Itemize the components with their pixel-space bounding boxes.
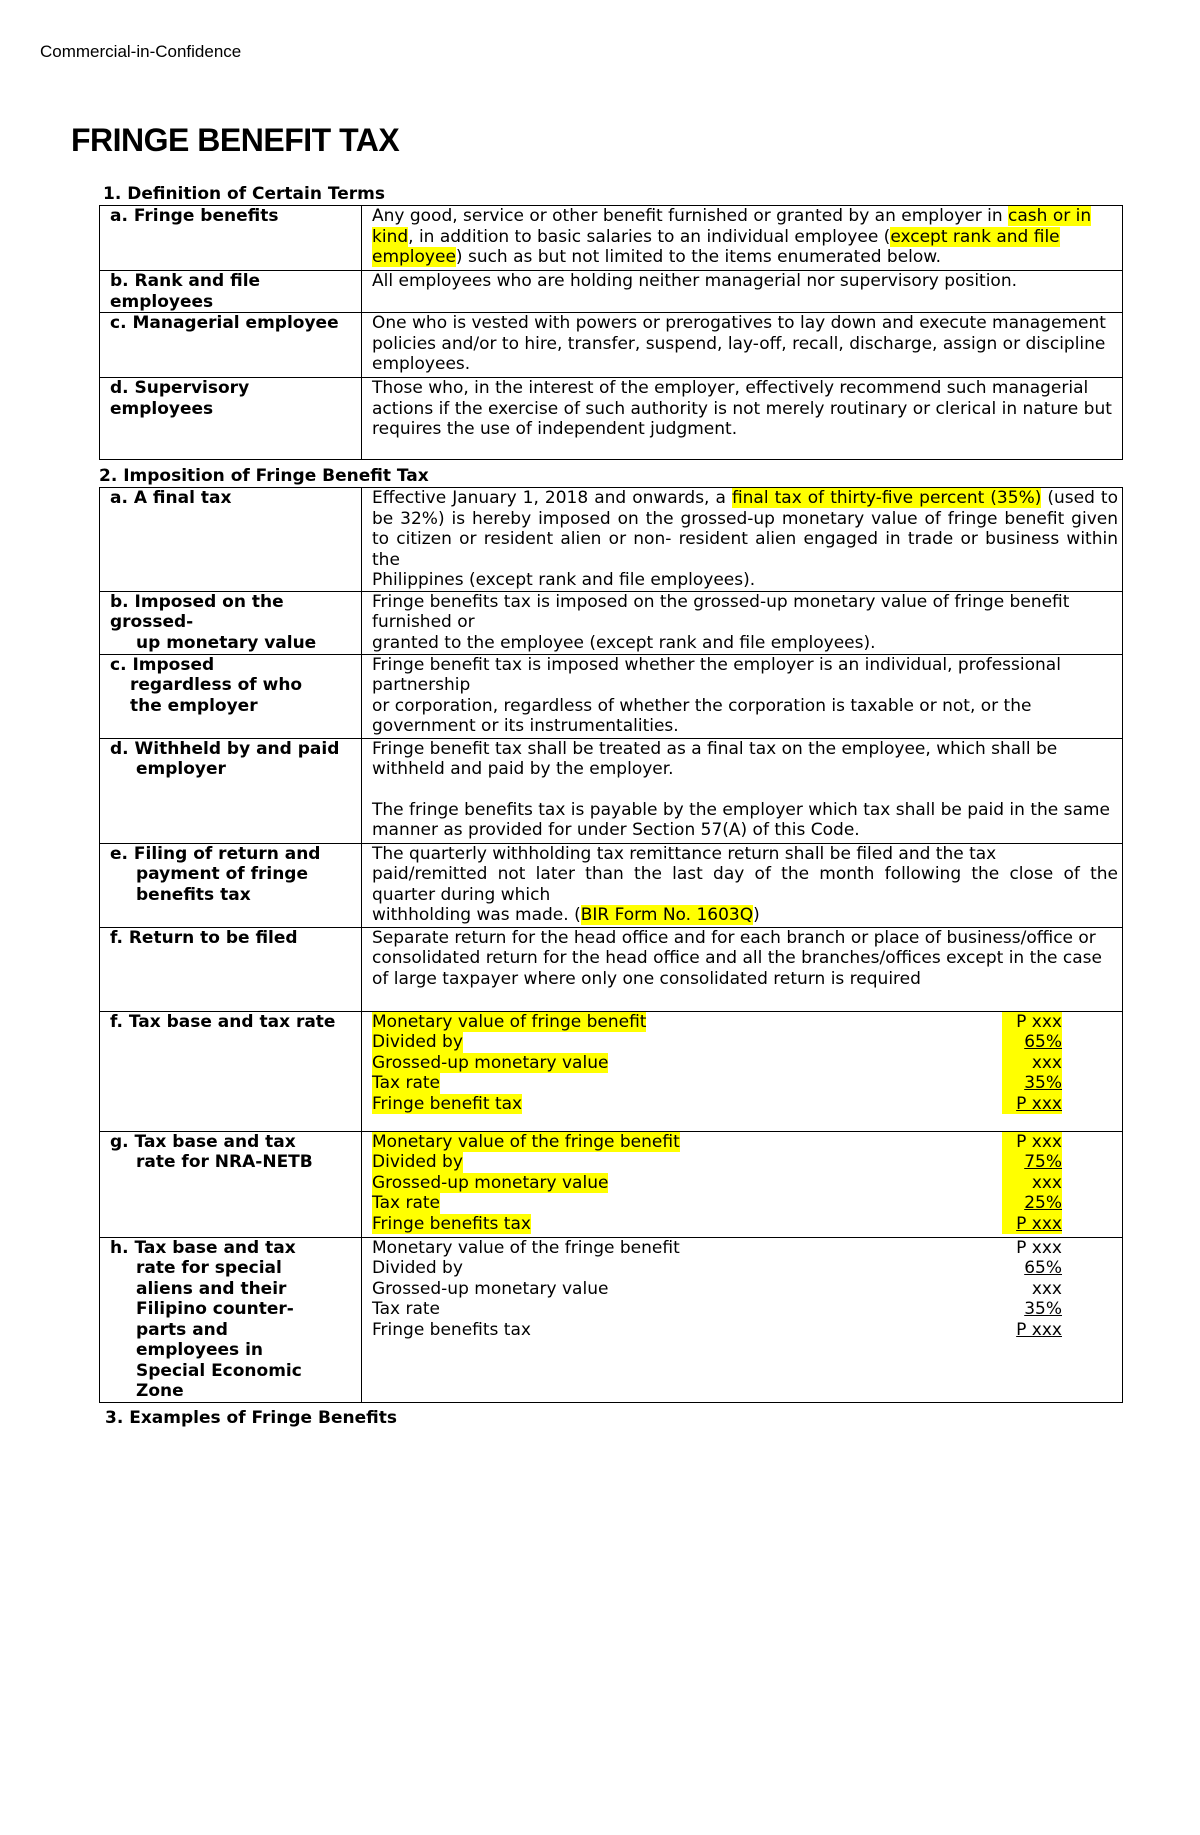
term-cell — [100, 591, 362, 654]
computation-cell — [362, 1131, 1123, 1237]
description-text: paid/remitted not later than the last day of the month following the close of the quarter during which — [372, 864, 1118, 905]
term-cell — [100, 1237, 362, 1402]
computation-row — [372, 1193, 1062, 1214]
term-text: Special Economic — [136, 1360, 302, 1381]
computation-label: Divided by — [372, 1258, 463, 1278]
computation-row — [372, 1238, 1062, 1259]
computation-label: Grossed-up monetary value — [372, 1172, 609, 1193]
highlight-text: cash or in kind — [372, 206, 1092, 247]
tax-computation — [372, 1238, 1062, 1341]
computation-amount: 75% — [1002, 1152, 1062, 1173]
table-row — [100, 378, 1123, 460]
term-text: employees in — [136, 1340, 264, 1360]
term-text: aliens and their — [136, 1278, 287, 1299]
computation-amount: P xxx — [1002, 1214, 1062, 1235]
computation-cell — [362, 1011, 1123, 1131]
term-cell: f. Tax base and tax rate — [100, 1011, 362, 1131]
section-heading-examples: 3. Examples of Fringe Benefits — [105, 1408, 397, 1428]
term-text: payment of fringe — [136, 864, 308, 884]
computation-amount: 35% — [1002, 1073, 1062, 1094]
description-cell — [362, 488, 1123, 592]
computation-row — [372, 1132, 1062, 1153]
computation-label: Grossed-up monetary value — [372, 1052, 609, 1073]
computation-amount: 35% — [1024, 1299, 1062, 1319]
term-cell: a. A final tax — [100, 488, 362, 592]
spacer — [372, 780, 1118, 800]
computation-label: Monetary value of the fringe benefit — [372, 1131, 680, 1152]
computation-amount: 65% — [1002, 1032, 1062, 1053]
term-cell — [100, 1131, 362, 1237]
description-text: consolidated return for the head office and all the branches/offices except in the case of large taxpayer where only one consolidated return is required — [372, 948, 1102, 989]
computation-amount: P xxx — [1002, 1094, 1062, 1115]
description-text: The quarterly withholding tax remittance return shall be filed and the tax — [372, 843, 997, 864]
section-heading-imposition: 2. Imposition of Fringe Benefit Tax — [99, 466, 429, 486]
term-text: Filipino counter- — [136, 1299, 294, 1319]
term-text: e. Filing of return and — [110, 843, 321, 864]
computation-row — [372, 1279, 1062, 1300]
computation-label: Grossed-up monetary value — [372, 1278, 609, 1299]
tax-computation — [372, 1132, 1062, 1235]
computation-row — [372, 1073, 1062, 1094]
computation-row — [372, 1012, 1062, 1033]
highlight-text: except rank and file employee — [372, 226, 1060, 267]
definition-cell: All employees who are holding neither managerial nor supervisory position. — [362, 271, 1123, 313]
table-row — [100, 591, 1123, 654]
document-title: FRINGE BENEFIT TAX — [71, 122, 400, 158]
term-text: benefits tax — [136, 884, 251, 905]
description-text: Fringe benefit tax is imposed whether the employer is an individual, professional partnership — [372, 654, 1061, 695]
term-cell — [100, 738, 362, 843]
description-text: The fringe benefits tax is payable by the employer which tax shall be paid in the same manner as provided for under Section 57(A) of this Code. — [372, 799, 1110, 840]
table-row — [100, 654, 1123, 738]
computation-amount: P xxx — [1002, 1132, 1062, 1153]
computation-row — [372, 1214, 1062, 1235]
definition-text: Any good, service or other benefit furnished or granted by an employer in — [372, 206, 1009, 226]
description-text: or corporation, regardless of whether the corporation is taxable or not, or the government or its instrumentalities. — [372, 695, 1032, 736]
table-row — [100, 488, 1123, 592]
description-text: (used to be 32%) is hereby imposed on the grossed-up monetary value of fringe benefit given to citizen or resident alien or non- resident alien engaged in trade or business within the — [372, 488, 1118, 570]
term-cell: c. Managerial employee — [100, 313, 362, 378]
highlight-text: final tax of thirty-five percent (35%) — [731, 488, 1042, 508]
term-text: the employer — [130, 695, 258, 716]
table-row — [100, 927, 1123, 1011]
description-text: ) — [753, 905, 760, 925]
term-text: h. Tax base and tax — [110, 1237, 296, 1258]
description-text: granted to the employee (except rank and file employees). — [372, 632, 876, 653]
computation-row — [372, 1173, 1062, 1194]
term-text: rate for special — [136, 1258, 282, 1278]
computation-row — [372, 1320, 1062, 1341]
table-row — [100, 843, 1123, 927]
computation-row — [372, 1152, 1062, 1173]
description-cell — [362, 738, 1123, 843]
description-text — [372, 905, 1118, 926]
computation-label: Fringe benefits tax — [372, 1319, 531, 1340]
tax-computation — [372, 1012, 1062, 1115]
definitions-table — [99, 205, 1123, 460]
section-heading-definitions: 1. Definition of Certain Terms — [103, 184, 385, 204]
computation-row — [372, 1094, 1062, 1115]
term-cell: f. Return to be filed — [100, 927, 362, 1011]
computation-label: Tax rate — [372, 1073, 440, 1093]
term-text: d. Withheld by and paid — [110, 738, 340, 759]
computation-row — [372, 1299, 1062, 1320]
term-cell — [100, 378, 362, 460]
term-text: parts and — [136, 1319, 228, 1340]
term-text: up monetary value — [136, 632, 317, 653]
computation-label: Divided by — [372, 1152, 463, 1172]
computation-row — [372, 1258, 1062, 1279]
term-text: d. Supervisory employees — [110, 378, 250, 419]
description-text: Separate return for the head office and for each branch or place of business/office or — [372, 927, 1096, 948]
term-text: c. Imposed — [110, 654, 215, 675]
description-text: Fringe benefit tax shall be treated as a final tax on the employee, which shall be withheld and paid by the employer. — [372, 738, 1058, 779]
term-text: employer — [136, 759, 226, 779]
computation-amount: 65% — [1024, 1258, 1062, 1278]
computation-label: Tax rate — [372, 1299, 440, 1319]
table-row — [100, 1237, 1123, 1402]
definition-text: ) such as but not limited to the items enumerated below. — [455, 247, 942, 267]
term-text: g. Tax base and tax — [110, 1131, 296, 1152]
definition-cell: One who is vested with powers or prerogatives to lay down and execute management policies and/or to hire, transfer, suspend, lay-off, recall, discharge, assign or discipline employees. — [362, 313, 1123, 378]
description-text: withholding was made. ( — [372, 905, 581, 925]
term-text: rate for NRA-NETB — [136, 1152, 313, 1172]
description-cell — [362, 591, 1123, 654]
table-row — [100, 313, 1123, 378]
description-cell — [362, 843, 1123, 927]
computation-amount: xxx — [1002, 1173, 1062, 1194]
definition-text: , in addition to basic salaries to an individual employee ( — [408, 226, 891, 247]
term-cell: a. Fringe benefits — [100, 206, 362, 271]
computation-amount: 25% — [1002, 1193, 1062, 1214]
term-cell: b. Rank and file employees — [100, 271, 362, 313]
description-cell — [362, 654, 1123, 738]
computation-label: Monetary value of the fringe benefit — [372, 1237, 680, 1258]
computation-label: Monetary value of fringe benefit — [372, 1011, 647, 1032]
computation-row — [372, 1032, 1062, 1053]
description-text: Fringe benefits tax is imposed on the grossed-up monetary value of fringe benefit furnished or — [372, 591, 1070, 632]
term-text: Zone — [136, 1381, 184, 1401]
table-row — [100, 738, 1123, 843]
computation-amount: xxx — [1031, 1278, 1062, 1299]
imposition-table — [99, 487, 1123, 1403]
term-text: b. Imposed on the grossed- — [110, 591, 284, 632]
computation-amount: xxx — [1002, 1053, 1062, 1074]
definition-cell — [362, 206, 1123, 271]
computation-label: Fringe benefit tax — [372, 1093, 523, 1114]
computation-cell — [362, 1237, 1123, 1402]
table-row — [100, 1011, 1123, 1131]
computation-amount: P xxx — [1016, 1319, 1062, 1340]
computation-amount: P xxx — [1016, 1237, 1062, 1258]
computation-amount: P xxx — [1002, 1012, 1062, 1033]
table-row — [100, 206, 1123, 271]
confidentiality-header: Commercial-in-Confidence — [40, 42, 242, 61]
description-text: Effective January 1, 2018 and onwards, a — [372, 488, 732, 508]
term-cell — [100, 843, 362, 927]
description-text — [372, 488, 1118, 570]
table-row — [100, 1131, 1123, 1237]
form-reference: BIR Form No. 1603Q — [580, 905, 754, 925]
computation-label: Fringe benefits tax — [372, 1213, 531, 1234]
table-row — [100, 271, 1123, 313]
term-text: regardless of who — [130, 675, 303, 695]
term-cell — [100, 654, 362, 738]
description-cell — [362, 927, 1123, 1011]
definition-cell: Those who, in the interest of the employer, effectively recommend such managerial actions if the exercise of such authority is not merely routinary or clerical in nature but requires the use of independent judgment. — [362, 378, 1123, 460]
computation-label: Tax rate — [372, 1193, 440, 1213]
description-text: Philippines (except rank and file employees). — [372, 570, 756, 590]
computation-row — [372, 1053, 1062, 1074]
computation-label: Divided by — [372, 1032, 463, 1052]
